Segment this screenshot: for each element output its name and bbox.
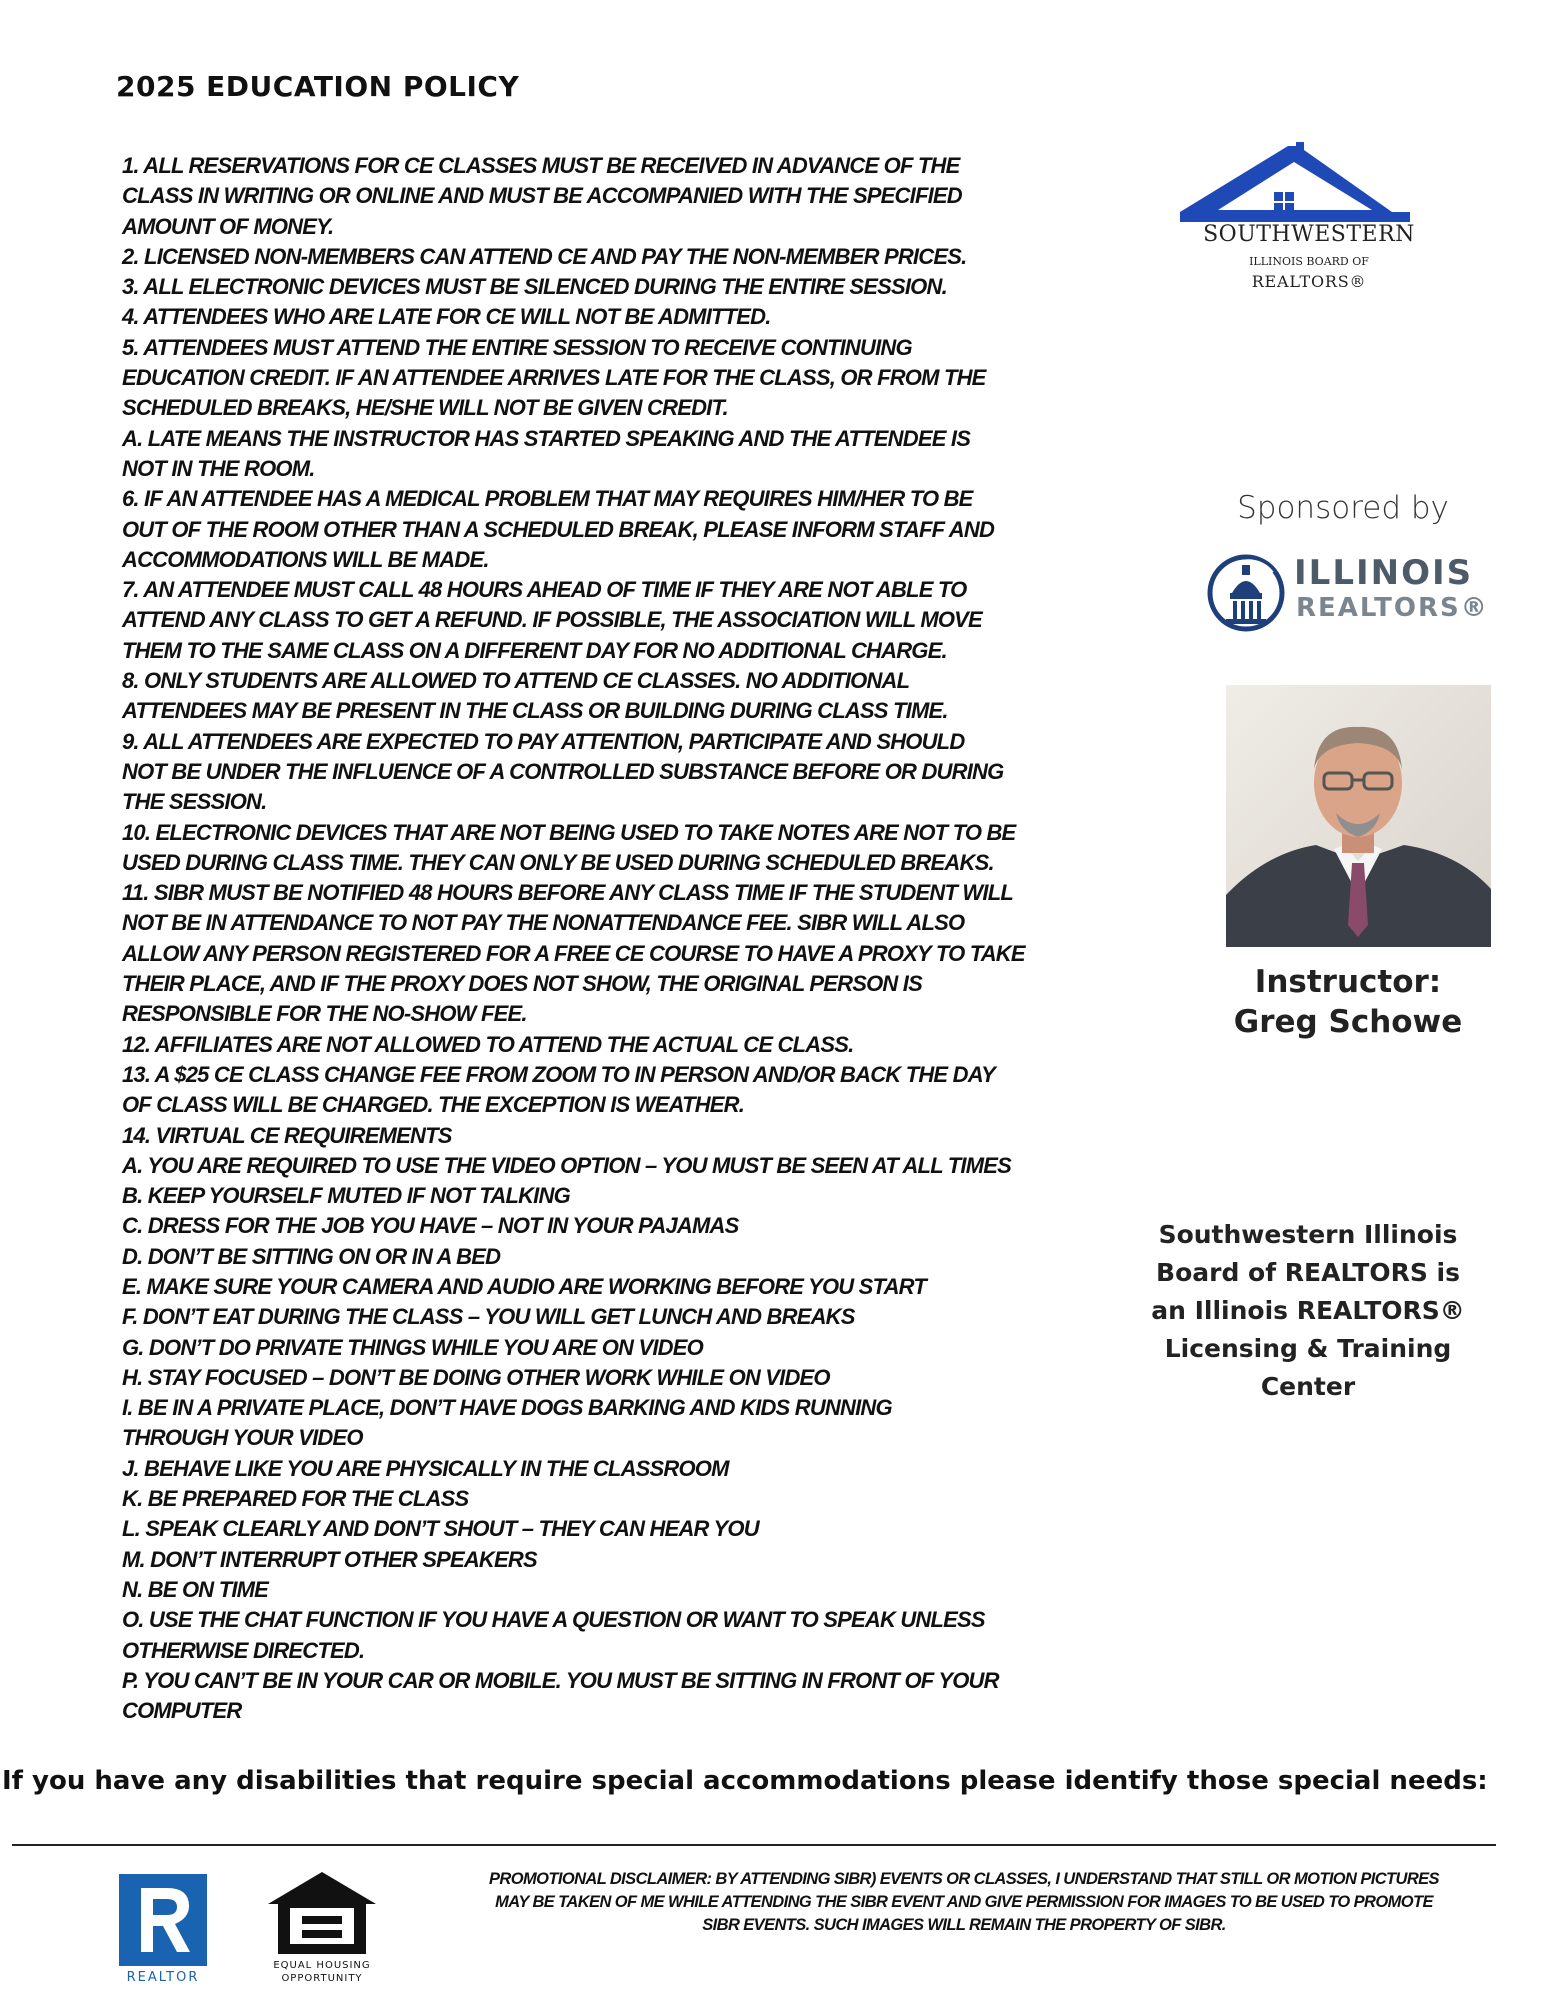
center-note-line: Center xyxy=(1260,1372,1356,1401)
realtor-r-icon xyxy=(117,1872,209,1968)
policy-line: E. MAKE SURE YOUR CAMERA AND AUDIO ARE WORKING BEFORE YOU START xyxy=(122,1273,926,1299)
policy-line: 2. LICENSED NON-MEMBERS CAN ATTEND CE AND PAY THE NON-MEMBER PRICES. xyxy=(122,243,967,269)
policy-line: M. DON’T INTERRUPT OTHER SPEAKERS xyxy=(122,1546,537,1572)
policy-line: NOT IN THE ROOM. xyxy=(122,455,315,481)
illinois-text: ILLINOIS xyxy=(1294,553,1474,593)
policy-line: H. STAY FOCUSED – DON’T BE DOING OTHER WORK WHILE ON VIDEO xyxy=(122,1364,830,1390)
policy-line: L. SPEAK CLEARLY AND DON’T SHOUT – THEY CAN HEAR YOU xyxy=(122,1516,759,1542)
policy-line: COMPUTER xyxy=(122,1698,242,1724)
policy-line: SCHEDULED BREAKS, HE/SHE WILL NOT BE GIVEN CREDIT. xyxy=(122,395,728,421)
policy-line: EDUCATION CREDIT. IF AN ATTENDEE ARRIVES LATE FOR THE CLASS, OR FROM THE xyxy=(122,365,986,391)
policy-line: USED DURING CLASS TIME. THEY CAN ONLY BE USED DURING SCHEDULED BREAKS. xyxy=(122,849,994,875)
policy-line: C. DRESS FOR THE JOB YOU HAVE – NOT IN YOUR PAJAMAS xyxy=(122,1213,739,1239)
policy-line: OTHERWISE DIRECTED. xyxy=(122,1637,365,1663)
illinois-realtors-logo xyxy=(1206,553,1489,633)
logo-realtors: REALTORS® xyxy=(1251,272,1367,291)
policy-line: I. BE IN A PRIVATE PLACE, DON’T HAVE DOGS BARKING AND KIDS RUNNING xyxy=(122,1395,892,1421)
policy-line: 7. AN ATTENDEE MUST CALL 48 HOURS AHEAD OF TIME IF THEY ARE NOT ABLE TO xyxy=(122,577,967,603)
policy-line: A. YOU ARE REQUIRED TO USE THE VIDEO OPTION – YOU MUST BE SEEN AT ALL TIMES xyxy=(122,1152,1011,1178)
policy-line: O. USE THE CHAT FUNCTION IF YOU HAVE A QUESTION OR WANT TO SPEAK UNLESS xyxy=(122,1607,985,1633)
policy-line: ATTEND ANY CLASS TO GET A REFUND. IF POSSIBLE, THE ASSOCIATION WILL MOVE xyxy=(122,607,982,633)
policy-line: AMOUNT OF MONEY. xyxy=(122,213,334,239)
policy-line: OF CLASS WILL BE CHARGED. THE EXCEPTION IS WEATHER. xyxy=(122,1092,745,1118)
policy-line: P. YOU CAN’T BE IN YOUR CAR OR MOBILE. YOU MUST BE SITTING IN FRONT OF YOUR xyxy=(122,1667,999,1693)
disclaimer-line: SIBR EVENTS. SUCH IMAGES WILL REMAIN THE PROPERTY OF SIBR. xyxy=(702,1916,1226,1934)
instructor-photo-icon xyxy=(1226,685,1491,947)
center-note-line: an Illinois REALTORS® xyxy=(1151,1296,1465,1325)
policy-line: 8. ONLY STUDENTS ARE ALLOWED TO ATTEND CE CLASSES. NO ADDITIONAL xyxy=(122,668,910,694)
promotional-disclaimer xyxy=(384,1868,1544,1937)
policy-line: 10. ELECTRONIC DEVICES THAT ARE NOT BEING USED TO TAKE NOTES ARE NOT TO BE xyxy=(122,819,1016,845)
center-note-line: Licensing & Training xyxy=(1164,1334,1452,1363)
realtor-logo xyxy=(117,1872,209,1990)
policy-line: J. BEHAVE LIKE YOU ARE PHYSICALLY IN THE CLASSROOM xyxy=(122,1455,729,1481)
policy-line: THROUGH YOUR VIDEO xyxy=(122,1425,363,1451)
realtor-logo-text: REALTOR xyxy=(126,1970,200,1985)
equal-housing-logo xyxy=(262,1868,382,1988)
southwestern-logo xyxy=(1178,140,1440,300)
policy-line: 3. ALL ELECTRONIC DEVICES MUST BE SILENCED DURING THE ENTIRE SESSION. xyxy=(122,274,947,300)
equal-housing-icon xyxy=(262,1868,382,1958)
policy-line: F. DON’T EAT DURING THE CLASS – YOU WILL GET LUNCH AND BREAKS xyxy=(122,1304,855,1330)
policy-line: ACCOMMODATIONS WILL BE MADE. xyxy=(122,546,489,572)
policy-line: 5. ATTENDEES MUST ATTEND THE ENTIRE SESSION TO RECEIVE CONTINUING xyxy=(122,334,912,360)
licensing-center-note xyxy=(1138,1216,1478,1406)
disclaimer-line: PROMOTIONAL DISCLAIMER: BY ATTENDING SIBR) EVENTS OR CLASSES, I UNDERSTAND THAT STILL OR MOTION PICTURES xyxy=(489,1870,1439,1888)
policy-line: ALLOW ANY PERSON REGISTERED FOR A FREE CE COURSE TO HAVE A PROXY TO TAKE xyxy=(122,940,1025,966)
policy-line: OUT OF THE ROOM OTHER THAN A SCHEDULED BREAK, PLEASE INFORM STAFF AND xyxy=(122,516,995,542)
center-note-line: Board of REALTORS is xyxy=(1156,1258,1460,1287)
eho-text-line2: OPPORTUNITY xyxy=(281,1973,363,1984)
policy-line: 9. ALL ATTENDEES ARE EXPECTED TO PAY ATTENTION, PARTICIPATE AND SHOULD xyxy=(122,728,965,754)
disability-note: If you have any disabilities that require special accommodations please identify those special needs: xyxy=(2,1766,1488,1796)
policy-line: THE SESSION. xyxy=(122,789,267,815)
policy-line: NOT BE IN ATTENDANCE TO NOT PAY THE NONATTENDANCE FEE. SIBR WILL ALSO xyxy=(122,910,965,936)
policy-line: RESPONSIBLE FOR THE NO-SHOW FEE. xyxy=(122,1001,527,1027)
policy-line: D. DON’T BE SITTING ON OR IN A BED xyxy=(122,1243,501,1269)
policy-line: A. LATE MEANS THE INSTRUCTOR HAS STARTED SPEAKING AND THE ATTENDEE IS xyxy=(122,425,971,451)
policy-list xyxy=(122,151,1162,1726)
instructor-name: Greg Schowe xyxy=(1233,1004,1463,1040)
roof-icon xyxy=(1178,140,1440,224)
policy-line: THEIR PLACE, AND IF THE PROXY DOES NOT SHOW, THE ORIGINAL PERSON IS xyxy=(122,971,922,997)
logo-name: SOUTHWESTERN xyxy=(1203,222,1415,247)
policy-line: 6. IF AN ATTENDEE HAS A MEDICAL PROBLEM THAT MAY REQUIRES HIM/HER TO BE xyxy=(122,486,973,512)
policy-line: 14. VIRTUAL CE REQUIREMENTS xyxy=(122,1122,452,1148)
eho-text-line1: EQUAL HOUSING xyxy=(273,1960,371,1971)
realtors-text: REALTORS® xyxy=(1296,593,1489,623)
policy-line: 12. AFFILIATES ARE NOT ALLOWED TO ATTEND THE ACTUAL CE CLASS. xyxy=(122,1031,854,1057)
logo-subtitle: ILLINOIS BOARD OF xyxy=(1249,255,1369,268)
instructor-label: Instructor: xyxy=(1254,964,1442,1000)
policy-line: 4. ATTENDEES WHO ARE LATE FOR CE WILL NOT BE ADMITTED. xyxy=(122,304,771,330)
center-note-line: Southwestern Illinois xyxy=(1158,1220,1458,1249)
policy-line: THEM TO THE SAME CLASS ON A DIFFERENT DAY FOR NO ADDITIONAL CHARGE. xyxy=(122,637,947,663)
signature-line[interactable] xyxy=(12,1844,1496,1846)
policy-line: B. KEEP YOURSELF MUTED IF NOT TALKING xyxy=(122,1183,570,1209)
capitol-dome-icon xyxy=(1206,553,1292,633)
disclaimer-line: MAY BE TAKEN OF ME WHILE ATTENDING THE SIBR EVENT AND GIVE PERMISSION FOR IMAGES TO BE USED TO PROMOTE xyxy=(495,1893,1433,1911)
policy-line: G. DON’T DO PRIVATE THINGS WHILE YOU ARE ON VIDEO xyxy=(122,1334,703,1360)
policy-line: NOT BE UNDER THE INFLUENCE OF A CONTROLLED SUBSTANCE BEFORE OR DURING xyxy=(122,758,1004,784)
page-title: 2025 EDUCATION POLICY xyxy=(116,70,520,103)
policy-line: ATTENDEES MAY BE PRESENT IN THE CLASS OR BUILDING DURING CLASS TIME. xyxy=(122,698,948,724)
sponsored-by: Sponsored by xyxy=(1237,490,1449,526)
policy-line: 11. SIBR MUST BE NOTIFIED 48 HOURS BEFORE ANY CLASS TIME IF THE STUDENT WILL xyxy=(122,880,1013,906)
policy-line: N. BE ON TIME xyxy=(122,1576,269,1602)
policy-line: CLASS IN WRITING OR ONLINE AND MUST BE ACCOMPANIED WITH THE SPECIFIED xyxy=(122,183,962,209)
policy-line: K. BE PREPARED FOR THE CLASS xyxy=(122,1486,469,1512)
policy-line: 13. A $25 CE CLASS CHANGE FEE FROM ZOOM TO IN PERSON AND/OR BACK THE DAY xyxy=(122,1061,996,1087)
instructor-caption xyxy=(1188,962,1508,1042)
policy-line: 1. ALL RESERVATIONS FOR CE CLASSES MUST BE RECEIVED IN ADVANCE OF THE xyxy=(122,153,960,178)
